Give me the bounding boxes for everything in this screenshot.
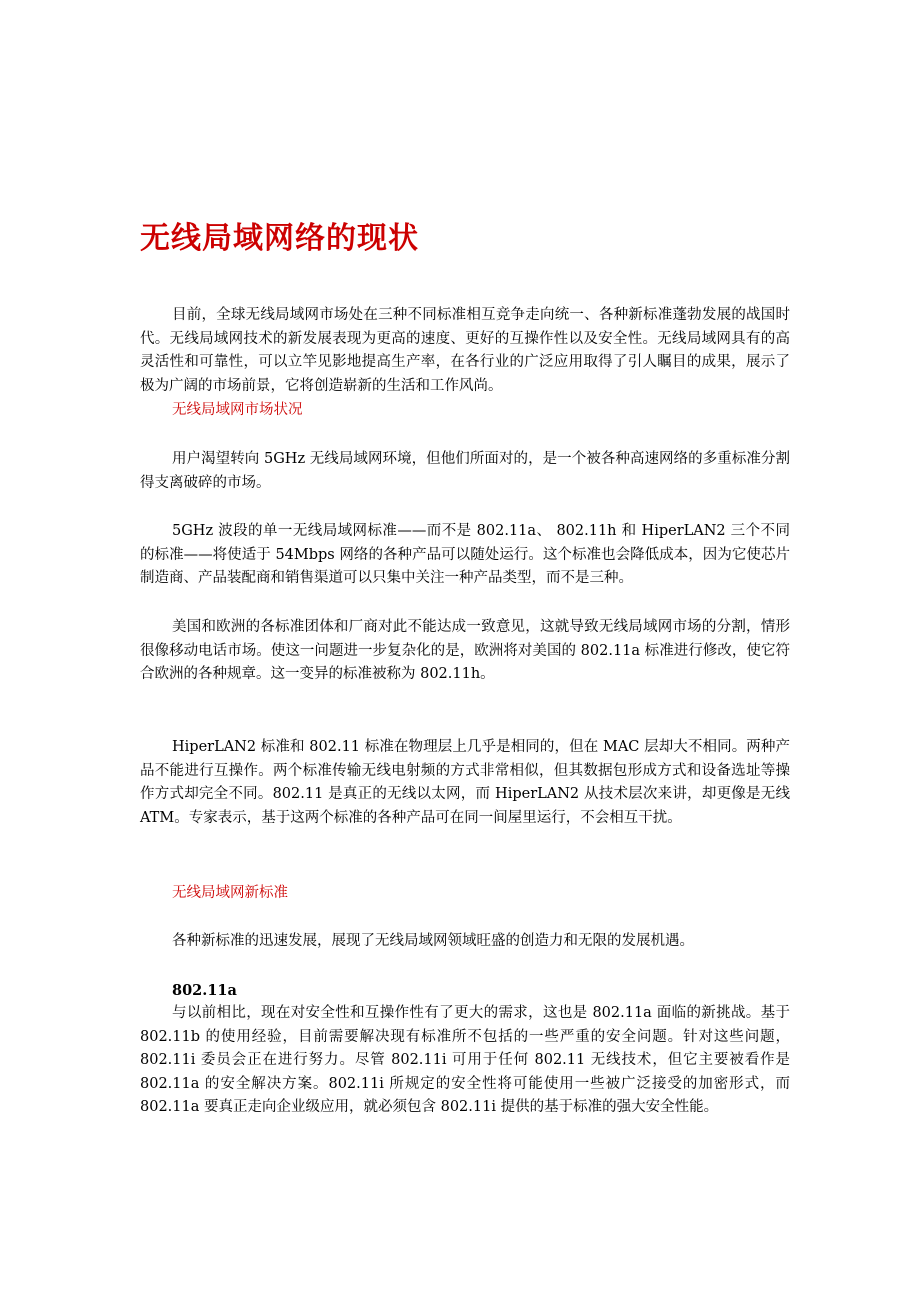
paragraph-single-standard: 5GHz 波段的单一无线局域网标准——而不是 802.11a、 802.11h 和 HiperLAN2 三个不同的标准——将使适于 54Mbps 网络的各种产品可以随处运行。这个标准也会降低成本，因为它使芯片制造商、产品装配商和销售渠道可以只集中关注一种产品类型，而不是三种。 xyxy=(140,523,790,586)
intro-paragraph: 目前，全球无线局域网市场处在三种不同标准相互竞争走向统一、各种新标准蓬勃发展的战国时代。无线局域网技术的新发展表现为更高的速度、更好的互操作性以及安全性。无线局域网具有的高灵活性和可靠性，可以立竿见影地提高生产率，在各行业的广泛应用取得了引人瞩目的成果，展示了极为广阔的市场前景，它将创造崭新的生活和工作风尚。 xyxy=(140,307,790,394)
paragraph-new-standards: 各种新标准的迅速发展，展现了无线局域网领域旺盛的创造力和无限的发展机遇。 xyxy=(172,933,694,949)
paragraph-80211a: 与以前相比，现在对安全性和互操作性有了更大的需求，这也是 802.11a 面临的新挑战。基于 802.11b 的使用经验，目前需要解决现有标准所不包括的一些严重的安全问题。针对这些问题，802.11i 委员会正在进行努力。尽管 802.11i 可用于任何 802.11 无线技术，但它主要被看作是 802.11a 的安全解决方案。802.11i 所规定的安全性将可能使用一些被广泛接受的加密形式，而 802.11a 要真正走向企业级应用，就必须包含 802.11i 提供的基于标准的强大安全性能。 xyxy=(140,1005,790,1115)
section-heading-market: 无线局域网市场状况 xyxy=(172,402,303,418)
section-heading-new-standards: 无线局域网新标准 xyxy=(172,885,288,901)
paragraph-user-demand: 用户渴望转向 5GHz 无线局域网环境，但他们所面对的，是一个被各种高速网络的多重标准分割得支离破碎的市场。 xyxy=(140,451,790,491)
paragraph-hiperlan2: HiperLAN2 标准和 802.11 标准在物理层上几乎是相同的，但在 MAC 层却大不相同。两种产品不能进行互操作。两个标准传输无线电射频的方式非常相似，但其数据包形成方式和设备选址等操作方式却完全不同。802.11 是真正的无线以太网，而 HiperLAN2 从技术层次来讲，却更像是无线 ATM。专家表示，基于这两个标准的各种产品可在同一间屋里运行，不会相互干扰。 xyxy=(140,739,790,826)
section-heading-80211a: 802.11a xyxy=(172,982,237,999)
paragraph-us-europe: 美国和欧洲的各标准团体和厂商对此不能达成一致意见，这就导致无线局域网市场的分割，情形很像移动电话市场。使这一问题进一步复杂化的是，欧洲将对美国的 802.11a 标准进行修改，使它符合欧洲的各种规章。这一变异的标准被称为 802.11h。 xyxy=(140,619,790,682)
document-title: 无线局域网络的现状 xyxy=(140,221,419,256)
